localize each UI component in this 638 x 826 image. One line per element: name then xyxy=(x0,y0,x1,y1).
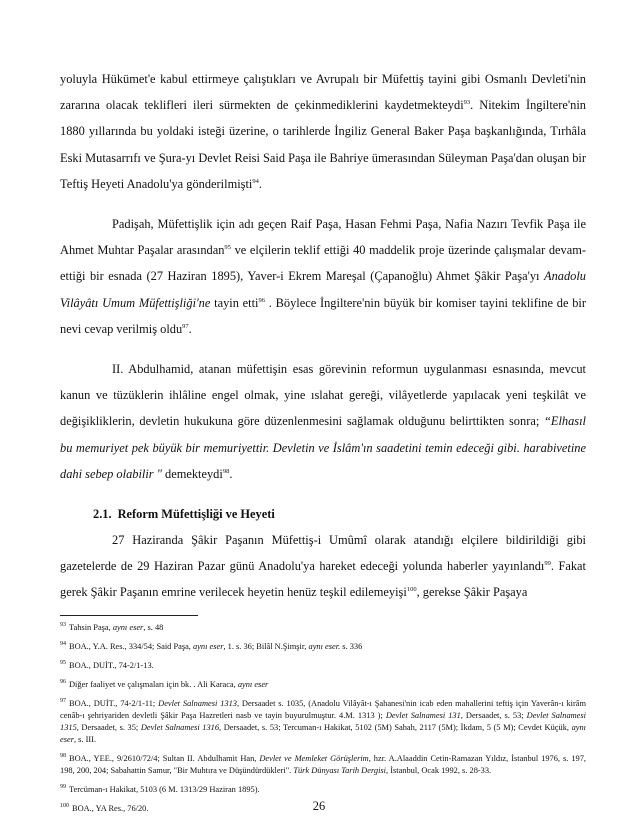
footnote-number: 95 xyxy=(60,659,66,666)
footnote-number: 93 xyxy=(60,621,66,628)
italic-text: Devlet Salnamesi 131, xyxy=(385,710,463,720)
text-run: Dersaadet, s. 53; Tercuman-ı Hakikat, 5102 (5M) Sahah, 2117 (5M); İkdam, 5 (5 M); Cevdet Küçük, xyxy=(221,722,572,732)
text-run: BOA., YA Res., 76/20. xyxy=(72,803,149,813)
section-heading xyxy=(93,501,586,527)
footnote-ref: 99 xyxy=(544,560,551,568)
italic-text: Türk Dünyası Tarih Dergisi, xyxy=(293,765,389,775)
text-run: BOA., DUİT., 74-2/1-13. xyxy=(69,660,154,670)
text-run: Tahsin Paşa, xyxy=(69,622,113,632)
footnote xyxy=(60,679,586,691)
italic-text: Devlet Salnamesi 1315, xyxy=(60,710,586,732)
text-run: yoluyla Hükümet'e kabul ettirmeye çalıştıkları ve Avrupalı bir Müfettiş tayini gibi Osmanlı Devleti'nin zararına olacak teklifleri ileri sürmekten de çekinmediklerini kaydetmekteydi xyxy=(60,72,586,113)
paragraph xyxy=(60,356,586,487)
footnote xyxy=(60,641,586,653)
text-run: s. 336 xyxy=(340,641,363,651)
italic-text: Devlet ve Memleket Görüşlerim, xyxy=(259,753,371,763)
footnote xyxy=(60,660,586,672)
paragraph xyxy=(60,66,586,197)
text-run: hzr. A.Alaaddin Cetin-Ramazan Yıldız, İstanbul 1976, s. 197, 198, 200, 204; Sabahattin Samur, "Bir Muhtıra ve Düşündürdükleri". xyxy=(60,753,586,775)
text-run: , gerekse Şâkir Paşaya xyxy=(416,585,528,600)
body-text xyxy=(60,66,586,501)
footnote-ref: 96 xyxy=(258,296,265,304)
text-run: BOA., DUİT., 74-2/1-11; xyxy=(69,698,159,708)
footnote-ref: 98 xyxy=(222,467,230,475)
footnote-number: 94 xyxy=(60,640,66,647)
footnote-number: 98 xyxy=(60,752,66,759)
footnote-ref: 100 xyxy=(406,586,417,594)
body-text-continued xyxy=(60,527,586,606)
section-number: 2.1. xyxy=(93,507,112,522)
document-page xyxy=(60,66,586,822)
text-run: , s. III. xyxy=(73,734,97,744)
text-run: Dersaadet s. 1035, (Anadolu Vilâyât-ı Şahanesi'nin icab eden mahallerini teftiş için Yaverân-ı kirâm cenâb-ı şehriyariden devletli Şâkir Paşa Hazretleri nasb ve tayin buyurulmuştur. 4.M. 1313 ); xyxy=(60,698,586,720)
footnote-ref: 95 xyxy=(224,244,231,252)
text-run: II. Abdulhamid, atanan müfettişin esas görevinin reformun uygulanması esnasında, mevcut kanun ve tüzüklerin ihlâline engel olmak, yine ıslahat gereği, vilâyetlerde yapılacak yeni teşkilât ve değişikliklerin, devletin hukukuna göre düzenlenmesini sağlamak olduğunu belirttikten sonra; xyxy=(60,362,586,429)
text-run: demekteydi xyxy=(161,466,223,481)
italic-text: aynı eser xyxy=(237,679,269,689)
section-title: Reform Müfettişliği ve Heyeti xyxy=(117,507,275,522)
italic-text: aynı eser xyxy=(60,722,586,744)
text-run: ve elçilerin teklif ettiği 40 maddelik proje üzerinde çalışmalar devam- ettiği bir esnada (27 Haziran 1895), Yaver-i Ekrem Mareşal (Çapanoğlu) Ahmet Şâkir Paşa'yı xyxy=(60,243,587,284)
text-run: . xyxy=(188,321,192,336)
text-run: , s. 48 xyxy=(143,622,164,632)
footnote-number: 97 xyxy=(60,697,66,704)
footnote-ref: 97 xyxy=(182,322,189,330)
footnote xyxy=(60,784,586,796)
footnotes xyxy=(60,622,586,815)
text-run: 27 Haziranda Şâkir Paşanın Müfettiş-i Umûmî olarak atandığı elçilere bildirildiği gibi gazetelerde de 29 Haziran Pazar günü Anadolu'ya hareket edeceği yolunda haberler yayınlandı xyxy=(60,533,586,574)
footnote-separator xyxy=(60,615,198,616)
text-run: BOA., Y.A. Res., 334/54; Said Paşa, xyxy=(69,641,193,651)
footnote-ref: 94 xyxy=(252,177,259,185)
text-run: , 1. s. 36; Bilâl N.Şimşir, xyxy=(223,641,309,651)
text-run: Tercüman-ı Hakikat, 5103 (6 M. 1313/29 Haziran 1895). xyxy=(69,784,260,794)
text-run: . Nitekim İngiltere'nin 1880 yıllarında bu yoldaki isteği üzerine, o tarihlerde İngiliz General Baker Paşa başkanlığında, Tırhâla Eski Mutasarrıfı ve Şura-yı Devlet Reisi Said Paşa ile Bahriye ümerasından Süleyman Paşa'dan oluşan bir Teftiş Heyeti Anadolu'ya gönderilmişti xyxy=(60,98,586,191)
italic-text: Devlet Salnamesi 1313, xyxy=(158,698,240,708)
paragraph xyxy=(60,527,586,606)
footnote-ref: 93 xyxy=(463,99,471,107)
italic-text: aynı eser xyxy=(112,622,144,632)
footnote-number: 100 xyxy=(60,802,69,809)
footnote xyxy=(60,698,586,746)
text-run: Padişah, Müfettişlik için adı geçen Raif Paşa, Hasan Fehmi Paşa, Nafia Nazırı Tevfik Paşa ile Ahmet Muhtar Paşalar arasından xyxy=(60,217,586,258)
text-run: İstanbul, Ocak 1992, s. 28-33. xyxy=(388,765,492,775)
text-run: tayin etti xyxy=(210,295,259,310)
text-run: BOA., YEE., 9/2610/72/4; Sultan II. Abdulhamit Han, xyxy=(69,753,260,763)
text-run: Diğer faaliyet ve çalışmaları için bk. . Ali Karaca, xyxy=(69,679,238,689)
footnote-number: 96 xyxy=(60,678,66,685)
text-run: . Fakat gerek Şâkir Paşanın emrine verilecek heyetin henüz teşkil edilemeyişi xyxy=(60,559,586,600)
italic-text: Devlet Salnamesi 1316, xyxy=(140,722,222,732)
footnote xyxy=(60,753,586,777)
text-run: Dersaadet, s. 35; xyxy=(78,722,141,732)
paragraph xyxy=(60,211,586,342)
footnote xyxy=(60,622,586,634)
italic-text: aynı eser. xyxy=(308,641,341,651)
text-run: Dersaadet, s. 53; xyxy=(462,710,527,720)
italic-text: “Elhasıl bu memuriyet pek büyük bir memuriyettir. Devletin ve İslâm'ın saadetini temin edeceği gibi. harabivetine dahi sebep olabilir " xyxy=(60,414,586,481)
text-run: . Böylece İngiltere'nin büyük bir komiser tayini teklifine de bir nevi cevap verilmiş oldu xyxy=(60,295,586,336)
text-run: . xyxy=(229,466,233,481)
page-number: 26 xyxy=(312,799,326,813)
italic-text: aynı eser xyxy=(193,641,224,651)
text-run: . xyxy=(258,176,262,191)
italic-text: Anadolu Vilâyâtı Umum Müfettişliği'ne xyxy=(60,269,586,310)
footnote-number: 99 xyxy=(60,783,66,790)
